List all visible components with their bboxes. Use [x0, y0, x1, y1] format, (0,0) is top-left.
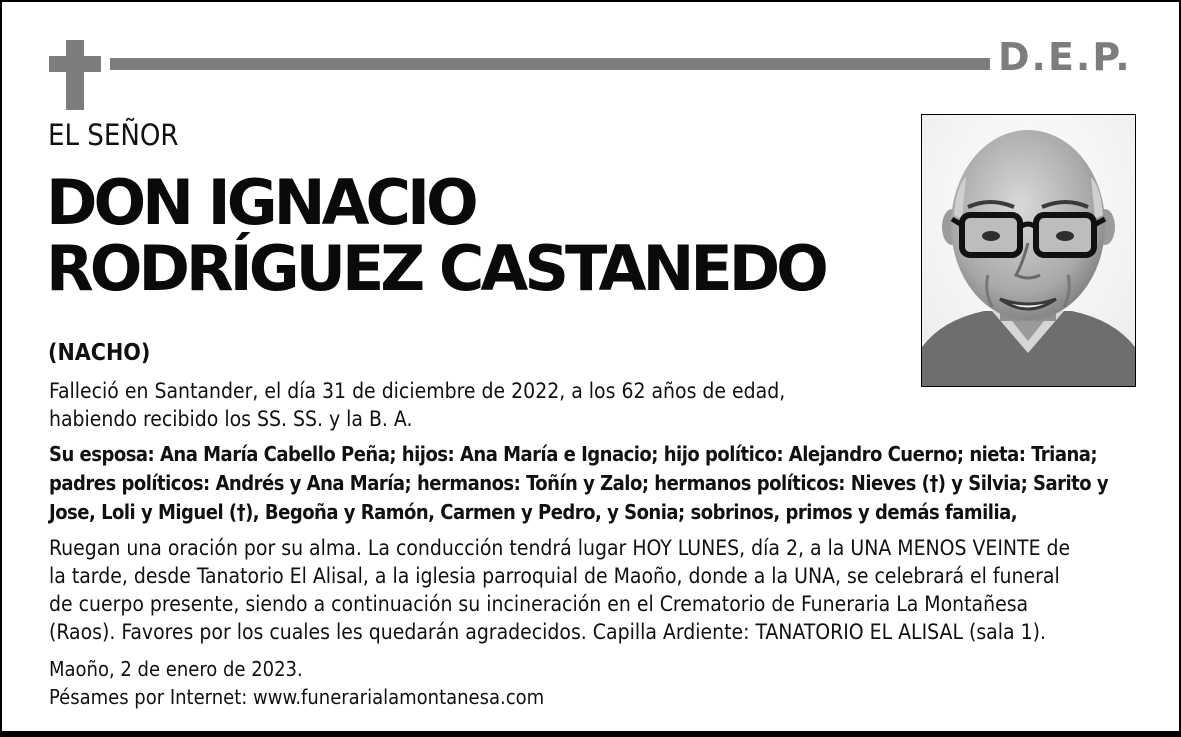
family-line-1: Su esposa: Ana María Cabello Peña; hijos: Ana María e Ignacio; hijo político: Alejandro Cuerno; nieta: Triana; — [49, 442, 1098, 466]
portrait-illustration — [922, 115, 1135, 386]
cross-vertical-bar — [66, 40, 84, 110]
condolences-line: Pésames por Internet: www.funerarialamontanesa.com — [49, 685, 545, 709]
family-line-2: padres políticos: Andrés y Ana María; hermanos: Toñín y Zalo; hermanos políticos: Nieves (†) y Silvia; Sarito y — [49, 471, 1109, 495]
portrait-photo — [921, 114, 1136, 387]
deceased-nickname: (NACHO) — [48, 340, 151, 366]
service-line-3: de cuerpo presente, siendo a continuación su incineración en el Crematorio de Funeraria La Montañesa — [49, 592, 1029, 616]
service-line-2: la tarde, desde Tanatorio El Alisal, a la iglesia parroquial de Maoño, donde a la UNA, se celebrará el funeral — [49, 564, 1060, 588]
dep-label: D.E.P. — [998, 35, 1132, 79]
cross-horizontal-bar — [49, 56, 101, 72]
deceased-name-line-2: RODRÍGUEZ CASTANEDO — [46, 232, 825, 305]
family-paragraph — [49, 440, 1108, 527]
honorific-label: EL SEÑOR — [48, 118, 179, 152]
service-line-1: Ruegan una oración por su alma. La conducción tendrá lugar HOY LUNES, día 2, a la UNA MENOS VEINTE de — [49, 536, 1071, 560]
death-notice-paragraph — [49, 377, 785, 433]
place-date: Maoño, 2 de enero de 2023. — [49, 657, 303, 681]
family-line-3: Jose, Loli y Miguel (†), Begoña y Ramón, Carmen y Pedro, y Sonia; sobrinos, primos y demás familia, — [49, 500, 1018, 524]
death-notice-line-1: Falleció en Santander, el día 31 de diciembre de 2022, a los 62 años de edad, — [49, 379, 786, 403]
footer-paragraph — [49, 655, 544, 711]
service-paragraph — [49, 534, 1070, 646]
service-line-4: (Raos). Favores por los cuales les quedarán agradecidos. Capilla Ardiente: TANATORIO EL ALISAL (sala 1). — [49, 620, 1046, 644]
header-rule — [110, 58, 990, 70]
death-notice-line-2: habiendo recibido los SS. SS. y la B. A. — [49, 407, 413, 431]
deceased-name — [46, 166, 825, 305]
deceased-name-line-1: DON IGNACIO — [46, 166, 475, 239]
